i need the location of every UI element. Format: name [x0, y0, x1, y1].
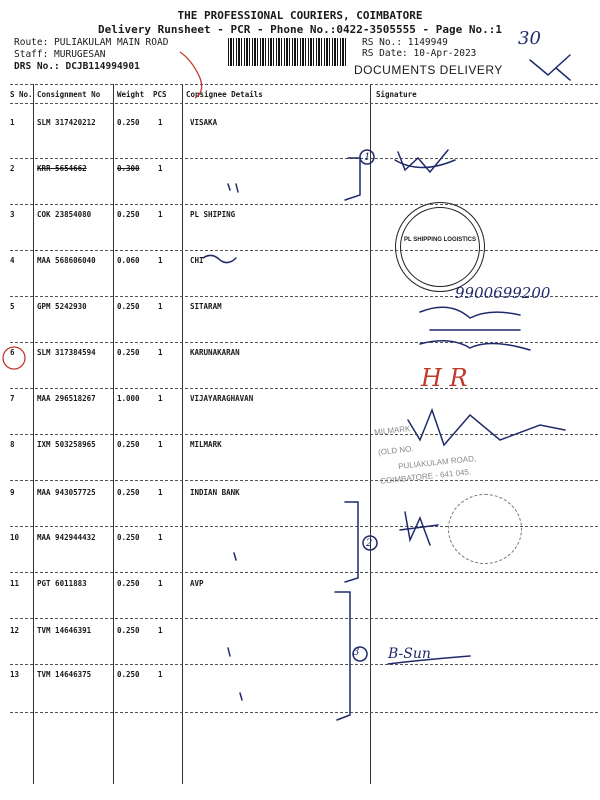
row-pcs: 1 [158, 626, 163, 635]
signature-row5 [420, 307, 520, 318]
pen-stroke [228, 184, 238, 192]
col-signature: Signature [376, 90, 417, 99]
row-consignment: GPM 5242930 [37, 302, 87, 311]
rs-number: RS No.: 1149949 [362, 37, 448, 48]
row-sno: 10 [10, 533, 20, 542]
row-pcs: 1 [158, 256, 163, 265]
pen-stroke [228, 553, 242, 700]
row-weight: 0.250 [117, 626, 140, 635]
row-consignee: VISAKA [190, 118, 218, 127]
row-consignee: VIJAYARAGHAVAN [190, 394, 254, 403]
documents-delivery-label: DOCUMENTS DELIVERY [354, 63, 503, 77]
row-weight: 0.250 [117, 118, 140, 127]
row-pcs: 1 [158, 164, 163, 173]
row-sno: 12 [10, 626, 20, 635]
row-weight: 0.250 [117, 488, 140, 497]
row-weight: 1.000 [117, 394, 140, 403]
row-consignee: MILMARK [190, 440, 222, 449]
row-sno: 9 [10, 488, 15, 497]
row-consignment: SLM 317384594 [37, 348, 96, 357]
row-weight: 0.250 [117, 440, 140, 449]
stamp-text: PL SHIPPING LOGISTICS [404, 237, 476, 243]
handwritten-bsun: B-Sun [388, 646, 431, 662]
row-weight: 0.250 [117, 210, 140, 219]
pen-stroke [388, 656, 470, 664]
row-consignment: MAA 943057725 [37, 488, 96, 497]
row-weight: 0.250 [117, 533, 140, 542]
col-consignment: Consignment No [37, 90, 101, 99]
milmark-stamp-line4: COIMBATORE - 641 045. [379, 467, 472, 486]
row-sno: 8 [10, 440, 15, 449]
row-consignee: KARUNAKARAN [190, 348, 240, 357]
row-consignment: MAA 296518267 [37, 394, 96, 403]
row-weight: 0.250 [117, 579, 140, 588]
row-pcs: 1 [158, 210, 163, 219]
row-pcs: 1 [158, 533, 163, 542]
check-mark-icon [530, 55, 570, 75]
company-title: THE PROFESSIONAL COURIERS, COIMBATORE [177, 9, 423, 22]
row-sno: 11 [10, 579, 20, 588]
row-sno: 1 [10, 118, 15, 127]
row-consignment: TVM 14646375 [37, 670, 92, 679]
row-pcs: 1 [158, 670, 163, 679]
row-consignee: AVP [190, 579, 204, 588]
row-consignee: PL SHIPING [190, 210, 236, 219]
row-sno: 6 [10, 348, 15, 357]
row-consignment: TVM 14646391 [37, 626, 92, 635]
staff-label: Staff: MURUGESAN [14, 49, 106, 60]
row-sno: 13 [10, 670, 20, 679]
row-pcs: 1 [158, 394, 163, 403]
row-pcs: 1 [158, 302, 163, 311]
drs-number: DRS No.: DCJB114994901 [14, 61, 140, 72]
milmark-stamp-line3: PULIAKULAM ROAD, [397, 453, 477, 472]
signature-row4 [203, 255, 236, 262]
handwritten-hr: H R [421, 364, 468, 392]
row-pcs: 1 [158, 348, 163, 357]
row-pcs: 1 [158, 118, 163, 127]
route-label: Route: PULIAKULAM MAIN ROAD [14, 37, 169, 48]
handwritten-phone: 9900699200 [455, 284, 551, 302]
row-sno: 4 [10, 256, 15, 265]
signature-row6 [420, 341, 530, 350]
pen-stroke [556, 68, 570, 80]
runsheet-subtitle: Delivery Runsheet - PCR - Phone No.:0422-3505555 - Page No.:1 [98, 23, 502, 36]
row-pcs: 1 [158, 579, 163, 588]
row-consignment: IXM 503258965 [37, 440, 96, 449]
circle-mark [363, 536, 377, 550]
row-weight: 0.060 [117, 256, 140, 265]
row-consignment: PGT 6011883 [37, 579, 87, 588]
col-sno: S No. [10, 90, 33, 99]
row-weight: 0.300 [117, 164, 140, 173]
row-weight: 0.250 [117, 302, 140, 311]
rs-date: RS Date: 10-Apr-2023 [362, 48, 477, 59]
row-sno: 3 [10, 210, 15, 219]
col-pcs: PCS [153, 90, 167, 99]
circled-number-1: 1 [364, 152, 371, 163]
handwritten-count: 30 [518, 28, 541, 49]
row-consignment: SLM 317420212 [37, 118, 96, 127]
row-consignee: CHI [190, 256, 204, 265]
row-pcs: 1 [158, 440, 163, 449]
col-weight: Weight [117, 90, 145, 99]
circled-number-2: 2 [366, 538, 373, 549]
signature-row1 [398, 150, 448, 172]
circle-mark [353, 647, 367, 661]
col-consignee: Consignee Details [186, 90, 263, 99]
milmark-stamp-line2: (OLD NO. [377, 444, 414, 457]
signature-row8 [408, 410, 565, 445]
row-sno: 2 [10, 164, 15, 173]
bracket-mark [335, 592, 350, 720]
milmark-stamp-line1: MILMARK [373, 424, 411, 437]
row-sno: 5 [10, 302, 15, 311]
row-consignment: MAA 568606040 [37, 256, 96, 265]
pen-stroke [400, 525, 438, 530]
row-pcs: 1 [158, 488, 163, 497]
red-pen-mark [180, 52, 202, 98]
row-sno: 7 [10, 394, 15, 403]
row-consignment: COK 23854080 [37, 210, 92, 219]
row-consignment: MAA 942944432 [37, 533, 96, 542]
row-weight: 0.250 [117, 670, 140, 679]
bracket-mark [345, 502, 358, 582]
red-circle-mark [3, 347, 25, 369]
bracket-mark [345, 158, 360, 200]
row-weight: 0.250 [117, 348, 140, 357]
circle-mark [360, 150, 374, 164]
row-consignment: KRR 5654662 [37, 164, 87, 173]
row-consignee: SITARAM [190, 302, 222, 311]
circled-number-3: 3 [353, 647, 360, 658]
row-consignee: INDIAN BANK [190, 488, 240, 497]
